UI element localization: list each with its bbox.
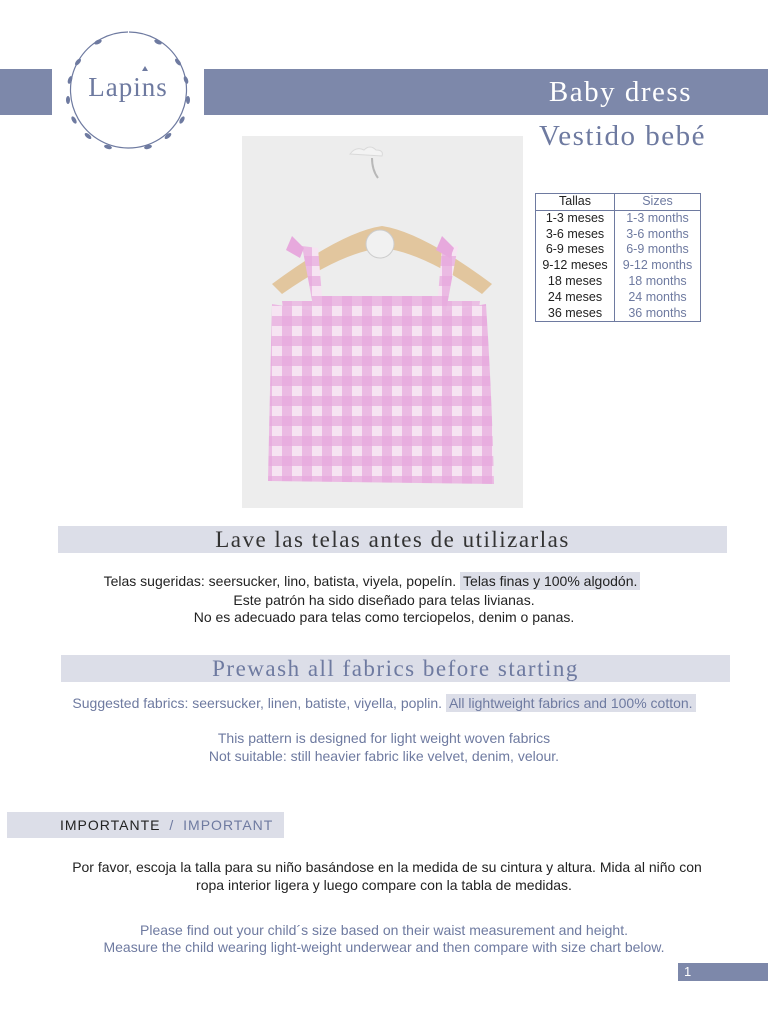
unsuitable-note-es: No es adecuado para telas como terciopelos, denim o panas. xyxy=(193,609,575,625)
heading-prewash-en: Prewash all fabrics before starting xyxy=(212,656,579,681)
pattern-note-es: Este patrón ha sido diseñado para telas livianas. xyxy=(233,592,535,608)
size-chart-table xyxy=(535,193,701,322)
important-label xyxy=(60,817,273,833)
size-cell-en: 36 months xyxy=(615,306,701,322)
logo-wordmark: Lapins xyxy=(88,72,168,102)
table-row xyxy=(536,242,701,258)
product-photo xyxy=(242,136,523,508)
table-row xyxy=(536,274,701,290)
important-label-es: IMPORTANTE xyxy=(60,817,161,833)
important-text-en-1: Please find out your child´s size based on their waist measurement and height. xyxy=(140,922,628,938)
size-cell-en: 9-12 months xyxy=(615,258,701,274)
size-cell-es: 6-9 meses xyxy=(536,242,615,258)
size-cell-es: 18 meses xyxy=(536,274,615,290)
size-cell-es: 36 meses xyxy=(536,306,615,322)
header-bar-left xyxy=(0,69,52,115)
table-row xyxy=(536,306,701,322)
size-cell-en: 18 months xyxy=(615,274,701,290)
table-row xyxy=(536,210,701,226)
fabrics-highlight-es: Telas finas y 100% algodón. xyxy=(460,572,640,590)
size-cell-es: 9-12 meses xyxy=(536,258,615,274)
heading-band-en xyxy=(61,655,730,682)
important-text-es-2: ropa interior ligera y luego compare con la tabla de medidas. xyxy=(196,877,572,893)
size-cell-en: 24 months xyxy=(615,290,701,306)
size-cell-en: 1-3 months xyxy=(615,210,701,226)
pattern-note-en: This pattern is designed for light weight woven fabrics xyxy=(217,730,551,746)
unsuitable-note-en: Not suitable: still heavier fabric like velvet, denim, velour. xyxy=(208,748,560,764)
size-cell-en: 6-9 months xyxy=(615,242,701,258)
heading-band-es xyxy=(58,526,727,553)
important-text-en-2: Measure the child wearing light-weight underwear and then compare with size chart below. xyxy=(103,939,665,955)
size-header-es: Tallas xyxy=(536,194,615,211)
fabrics-line-es xyxy=(0,572,756,590)
table-row xyxy=(536,227,701,243)
size-cell-es: 1-3 meses xyxy=(536,210,615,226)
table-row xyxy=(536,258,701,274)
fabrics-highlight-en: All lightweight fabrics and 100% cotton. xyxy=(446,694,696,712)
important-text-es-1: Por favor, escoja la talla para su niño basándose en la medida de su cintura y altura. Mida al niño con xyxy=(72,859,702,875)
important-band xyxy=(7,812,284,838)
size-cell-es: 24 meses xyxy=(536,290,615,306)
size-cell-es: 3-6 meses xyxy=(536,227,615,243)
fabrics-text-en: Suggested fabrics: seersucker, linen, batiste, viyella, poplin. xyxy=(72,695,443,711)
size-header-en: Sizes xyxy=(615,194,701,211)
fabrics-text-es: Telas sugeridas: seersucker, lino, batista, viyela, popelín. xyxy=(103,573,457,589)
size-cell-en: 3-6 months xyxy=(615,227,701,243)
important-separator: / xyxy=(169,817,175,833)
table-row xyxy=(536,290,701,306)
heading-prewash-es: Lave las telas antes de utilizarlas xyxy=(215,527,570,552)
baby-dress-image xyxy=(242,136,523,508)
title-english: Baby dress xyxy=(548,76,692,108)
title-spanish: Vestido bebé xyxy=(539,120,706,152)
page-number: 1 xyxy=(678,963,768,981)
brand-logo xyxy=(58,28,198,156)
important-label-en: IMPORTANT xyxy=(183,817,274,833)
fabrics-line-en xyxy=(0,694,768,712)
